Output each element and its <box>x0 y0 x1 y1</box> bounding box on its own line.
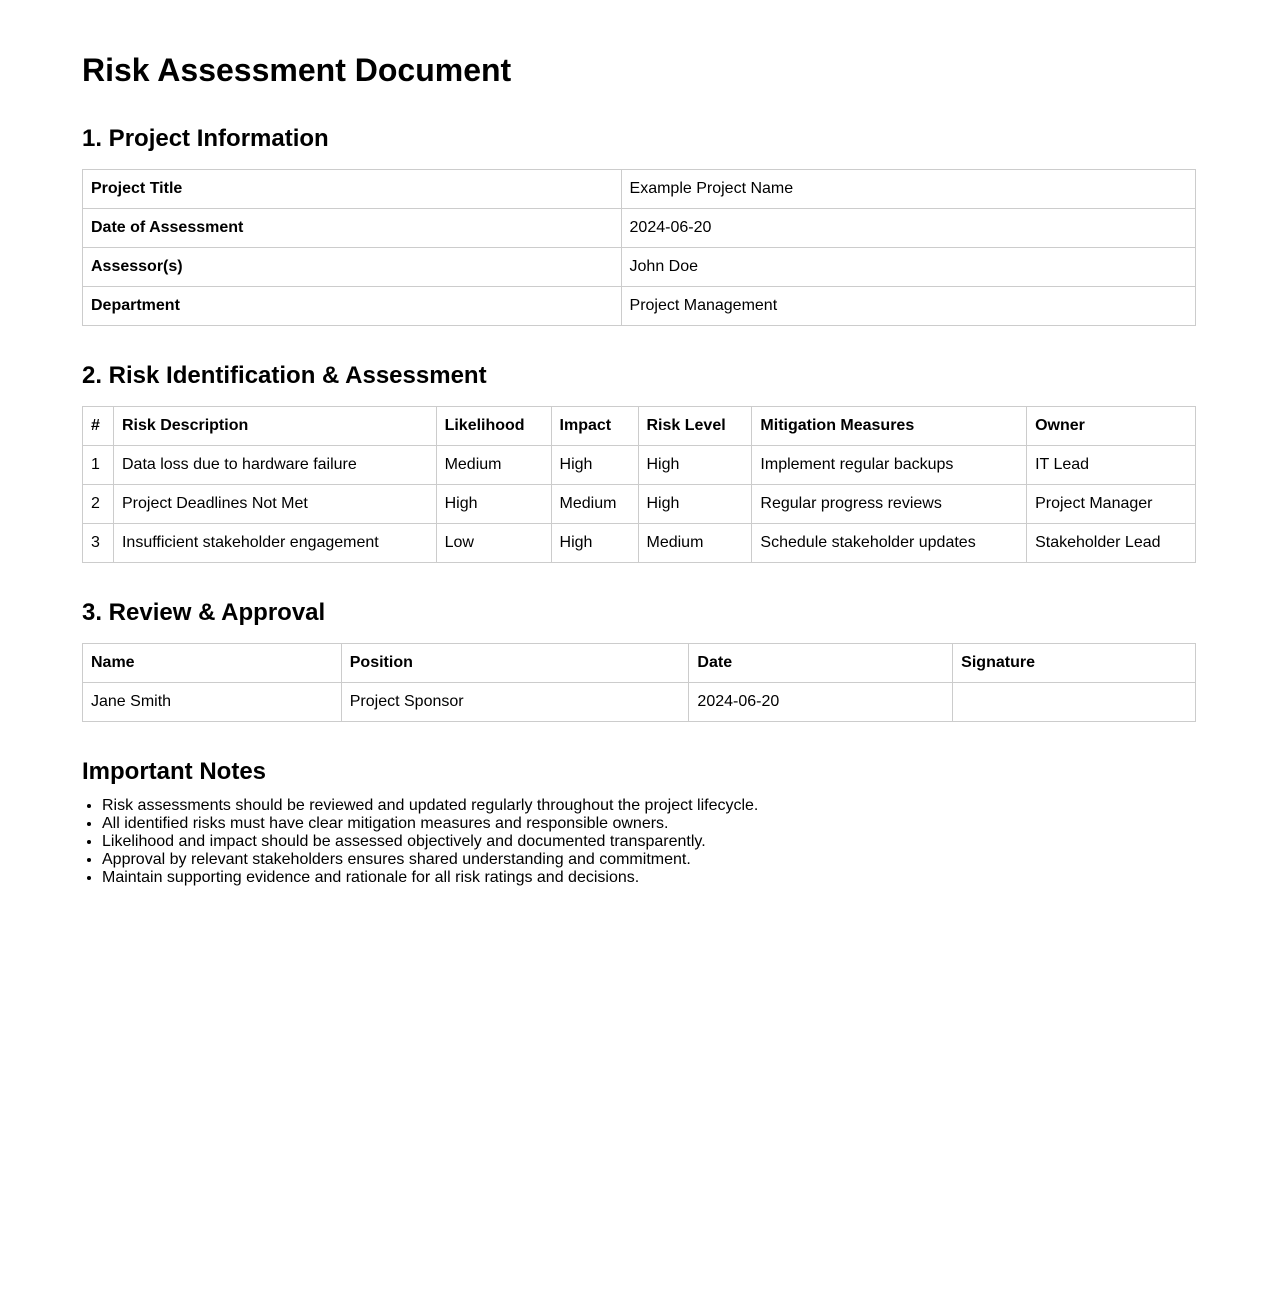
table-cell: Medium <box>551 485 638 524</box>
column-header: Position <box>341 644 689 683</box>
list-item: • Approval by relevant stakeholders ensures shared understanding and commitment. <box>102 851 758 869</box>
assessment-date-value: 2024-06-20 <box>621 209 1195 248</box>
table-header-row <box>83 407 1196 446</box>
approval-table <box>82 643 1196 722</box>
table-cell: Project Manager <box>1027 485 1196 524</box>
project-title-value: Example Project Name <box>621 170 1195 209</box>
table-row <box>83 683 1196 722</box>
table-cell: 2 <box>83 485 114 524</box>
table-cell: Stakeholder Lead <box>1027 524 1196 563</box>
assessors-label: Assessor(s) <box>83 248 622 287</box>
table-header-row <box>83 644 1196 683</box>
signature-cell[interactable] <box>953 683 1196 722</box>
column-header: Risk Level <box>638 407 752 446</box>
column-header: Signature <box>953 644 1196 683</box>
table-cell: Implement regular backups <box>752 446 1027 485</box>
table-cell: High <box>551 446 638 485</box>
notes-list <box>82 797 758 887</box>
project-title-label: Project Title <box>83 170 622 209</box>
table-cell: Low <box>436 524 551 563</box>
table-row <box>83 287 1196 326</box>
table-cell: High <box>436 485 551 524</box>
table-cell: Medium <box>638 524 752 563</box>
department-value: Project Management <box>621 287 1195 326</box>
column-header: Mitigation Measures <box>752 407 1027 446</box>
approval-date: 2024-06-20 <box>689 683 953 722</box>
assessors-value: John Doe <box>621 248 1195 287</box>
table-row <box>83 485 1196 524</box>
table-cell: IT Lead <box>1027 446 1196 485</box>
table-row <box>83 209 1196 248</box>
table-cell: 1 <box>83 446 114 485</box>
notes-heading: Important Notes <box>82 758 267 785</box>
table-cell: Project Deadlines Not Met <box>113 485 436 524</box>
department-label: Department <box>83 287 622 326</box>
section-2-heading: 2. Risk Identification & Assessment <box>82 362 487 389</box>
assessment-date-label: Date of Assessment <box>83 209 622 248</box>
table-cell: 3 <box>83 524 114 563</box>
table-row <box>83 446 1196 485</box>
project-info-table <box>82 169 1196 326</box>
table-cell: High <box>551 524 638 563</box>
approver-position: Project Sponsor <box>341 683 689 722</box>
column-header: Owner <box>1027 407 1196 446</box>
list-item: • Maintain supporting evidence and rationale for all risk ratings and decisions. <box>102 869 758 887</box>
column-header: # <box>83 407 114 446</box>
table-row <box>83 524 1196 563</box>
table-cell: Data loss due to hardware failure <box>113 446 436 485</box>
column-header: Likelihood <box>436 407 551 446</box>
list-item: • Likelihood and impact should be assessed objectively and documented transparently. <box>102 833 758 851</box>
column-header: Name <box>83 644 342 683</box>
table-row <box>83 170 1196 209</box>
section-3-heading: 3. Review & Approval <box>82 599 326 626</box>
approver-name: Jane Smith <box>83 683 342 722</box>
column-header: Risk Description <box>113 407 436 446</box>
list-item: • All identified risks must have clear mitigation measures and responsible owners. <box>102 815 758 833</box>
risk-table <box>82 406 1196 563</box>
table-cell: High <box>638 485 752 524</box>
table-cell: Medium <box>436 446 551 485</box>
table-row <box>83 248 1196 287</box>
column-header: Date <box>689 644 953 683</box>
list-item: • Risk assessments should be reviewed and updated regularly throughout the project lifecycle. <box>102 797 758 815</box>
column-header: Impact <box>551 407 638 446</box>
table-cell: Schedule stakeholder updates <box>752 524 1027 563</box>
table-cell: Insufficient stakeholder engagement <box>113 524 436 563</box>
table-cell: High <box>638 446 752 485</box>
section-1-heading: 1. Project Information <box>82 125 329 152</box>
page-title: Risk Assessment Document <box>82 52 512 88</box>
table-cell: Regular progress reviews <box>752 485 1027 524</box>
